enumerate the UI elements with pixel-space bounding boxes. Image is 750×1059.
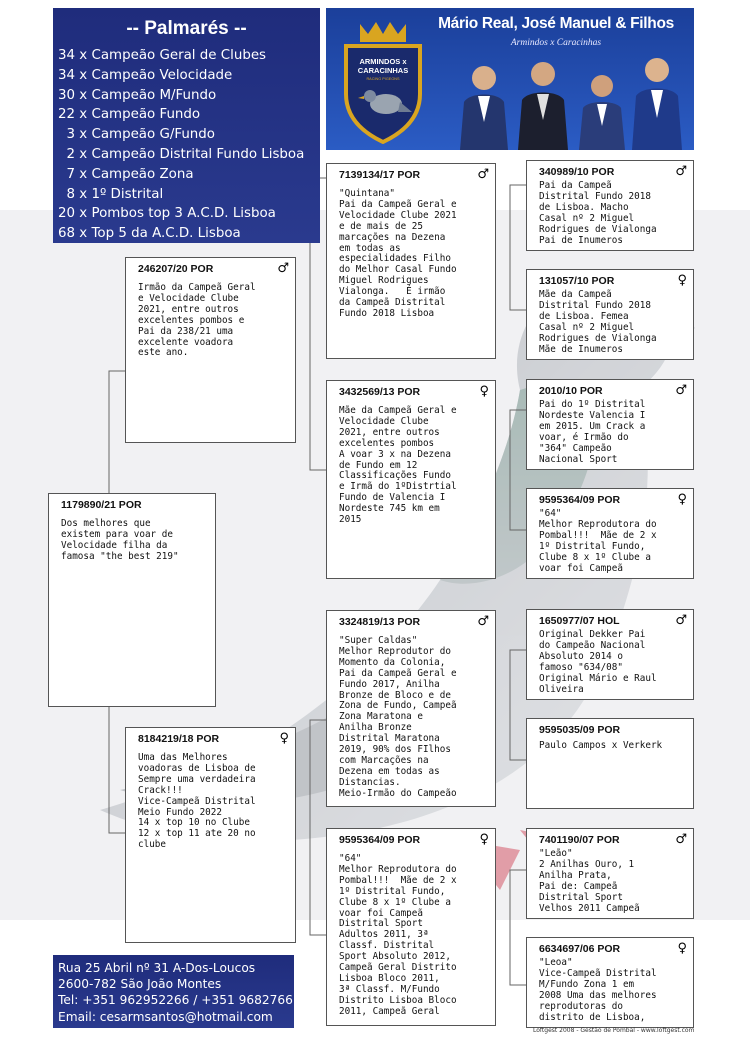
male-symbol-icon: ♂ [675, 164, 687, 179]
phone-numbers: Tel: +351 962952266 / +351 968276613 [58, 993, 309, 1008]
card-description: "Leoa" Vice-Campeã Distrital M/Fundo Zona 1 em 2008 Uma das melhores reprodutoras do distrito de Lisboa, [539, 957, 657, 1023]
ring-number: 3432569/13 POR [339, 386, 421, 398]
female-symbol-icon: ♀ [677, 273, 687, 288]
female-symbol-icon: ♀ [677, 492, 687, 507]
card-description: Dos melhores que existem para voar de Velocidade filha da famosa "the best 219" [61, 518, 179, 562]
ring-number: 3324819/13 POR [339, 616, 421, 628]
palmares-item: 7 x Campeão Zona [58, 166, 194, 182]
pedigree-card-dam [125, 727, 296, 943]
palmares-panel [53, 8, 320, 243]
palmares-item: 2 x Campeão Distrital Fundo Lisboa [58, 146, 305, 162]
address-line2: 2600-782 São João Montes [58, 977, 222, 992]
pedigree-card-ggp-6 [526, 718, 694, 809]
pedigree-card-ggp-1 [526, 160, 694, 251]
person-photo [456, 62, 512, 150]
contact-panel [53, 955, 309, 1028]
ring-number: 9595364/09 POR [539, 494, 621, 506]
pedigree-card-ggp-5 [526, 609, 694, 700]
ring-number: 1179890/21 POR [61, 499, 142, 511]
person-photo [576, 72, 628, 150]
ring-number: 9595035/09 POR [539, 724, 621, 736]
person-photo [628, 54, 686, 150]
card-description: Mãe da Campeã Distrital Fundo 2018 de Lisboa. Femea Casal nº 2 Miguel Rodrigues de Vialonga Mãe de Inumeros [539, 289, 657, 355]
male-symbol-icon: ♂ [675, 832, 687, 847]
shield-logo-icon [340, 16, 426, 144]
card-description: "64" Melhor Reprodutora do Pombal!!! Mãe de 2 x 1º Distrital Fundo, Clube 8 x 1º Clube a voar foi Campeã [539, 508, 657, 574]
female-symbol-icon: ♀ [479, 384, 489, 399]
pedigree-card-ggp-7 [526, 828, 694, 919]
card-description: "Leão" 2 Anilhas Ouro, 1 Anilha Prata, Pai de: Campeã Distrital Sport Velhos 2011 Campeã [539, 848, 640, 914]
email-address[interactable]: Email: cesarmsantos@hotmail.com [58, 1009, 273, 1024]
male-symbol-icon: ♂ [675, 383, 687, 398]
card-description: Irmão da Campeã Geral e Velocidade Clube 2021, entre outros excelentes pombos e Pai da 238/21 uma excelente voadora este ano. [138, 282, 256, 359]
breeder-names: Mário Real, José Manuel & Filhos [438, 15, 674, 32]
person-photo [514, 58, 572, 150]
logo-line3: RACING PIGEONS [366, 77, 400, 81]
palmares-item: 22 x Campeão Fundo [58, 107, 201, 123]
card-description: "Super Caldas" Melhor Reprodutor do Momento da Colonia, Pai da Campeã Geral e Fundo 2017, Anilha Bronze de Bloco e de Zona de Fundo, Campeã Zona Maratona e Anilha Bronze Distrital Maratona 2019, 90% dos FIlhos com Marcações na Dezena em todas as Distancias. Meio-Irmão do Campeão [339, 635, 457, 799]
card-description: "64" Melhor Reprodutora do Pombal!!! Mãe de 2 x 1º Distrital Fundo, Clube 8 x 1º Clube a voar foi Campeã Distrital Sport Adultos 2011, 3ª Classf. Distrital Sport Absoluto 2012, Campeã Geral Distrito Lisboa Bloco 2011, 3ª Classf. M/Fundo Distrito Lisboa Bloco 2011, Campeã Geral [339, 853, 457, 1017]
female-symbol-icon: ♀ [677, 941, 687, 956]
female-symbol-icon: ♀ [479, 832, 489, 847]
ring-number: 7139134/17 POR [339, 169, 421, 181]
ring-number: 246207/20 POR [138, 263, 214, 275]
pedigree-card-granddam-maternal [326, 828, 496, 1026]
logo-line1: ARMINDOS x [359, 57, 407, 66]
ring-number: 131057/10 POR [539, 275, 615, 287]
palmares-item: 34 x Campeão Velocidade [58, 67, 233, 83]
card-description: Paulo Campos x Verkerk [539, 740, 663, 751]
male-symbol-icon: ♂ [477, 614, 489, 629]
female-symbol-icon: ♀ [279, 731, 289, 746]
logo-line2: CARACINHAS [357, 66, 409, 75]
palmares-item: 20 x Pombos top 3 A.C.D. Lisboa [58, 206, 276, 222]
ring-number: 7401190/07 POR [539, 834, 620, 846]
software-footer: Loftgest 2008 - Gestão de Pombal - www.loftgest.com [533, 1027, 695, 1034]
ring-number: 2010/10 POR [539, 385, 603, 397]
pedigree-card-subject [48, 493, 216, 707]
card-description: Mãe da Campeã Geral e Velocidade Clube 2021, entre outros excelentes pombos A voar 3 x na Dezena de Fundo em 12 Classificações Fundo e Irmã do 1ºDistrtial Fundo de Valencia I Nordeste 745 km em 2015 [339, 405, 457, 526]
palmares-item: 3 x Campeão G/Fundo [58, 127, 215, 143]
pedigree-card-ggp-8 [526, 937, 694, 1028]
header-banner [326, 8, 694, 150]
address-line1: Rua 25 Abril nº 31 A-Dos-Loucos [58, 961, 256, 975]
card-description: "Quintana" Pai da Campeã Geral e Velocidade Clube 2021 e de mais de 25 marcações na Dezena em todas as especialidades Filho do Melhor Casal Fundo Miguel Rodrigues Vialonga. É irmão da Campeã Distrital Fundo 2018 Lisboa [339, 188, 457, 319]
palmares-item: 30 x Campeão M/Fundo [58, 87, 217, 103]
palmares-item: 34 x Campeão Geral de Clubes [58, 48, 267, 63]
ring-number: 8184219/18 POR [138, 733, 220, 745]
palmares-item: 8 x 1º Distrital [58, 186, 164, 202]
card-description: Pai da Campeã Distrital Fundo 2018 de Lisboa. Macho Casal nº 2 Miguel Rodrigues de Vialonga Pai de Inumeros [539, 180, 657, 246]
pedigree-card-granddam-paternal [326, 380, 496, 579]
male-symbol-icon: ♂ [477, 167, 489, 182]
pedigree-card-grandsire-paternal [326, 163, 496, 359]
pedigree-card-ggp-3 [526, 379, 694, 470]
palmares-title: -- Palmarés -- [126, 18, 247, 39]
pedigree-card-ggp-4 [526, 488, 694, 579]
palmares-list [53, 46, 320, 244]
ring-number: 340989/10 POR [539, 166, 615, 178]
palmares-item: 68 x Top 5 da A.C.D. Lisboa [58, 226, 241, 242]
breeder-subtitle: Armindos x Caracinhas [510, 38, 602, 48]
male-symbol-icon: ♂ [675, 613, 687, 628]
card-description: Pai do 1º Distrital Nordeste Valencia I em 2015. Um Crack a voar, é Irmão do "364" Campeão Nacional Sport [539, 399, 646, 465]
ring-number: 1650977/07 HOL [539, 615, 620, 627]
male-symbol-icon: ♂ [277, 261, 289, 276]
pedigree-card-grandsire-maternal [326, 610, 496, 807]
card-description: Original Dekker Pai do Campeão Nacional Absoluto 2014 o famoso "634/08" Original Mário e Raul Oliveira [539, 629, 657, 695]
pedigree-card-ggp-2 [526, 269, 694, 360]
ring-number: 6634697/06 POR [539, 943, 621, 955]
pedigree-card-sire [125, 257, 296, 443]
ring-number: 9595364/09 POR [339, 834, 421, 846]
card-description: Uma das Melhores voadoras de Lisboa de Sempre uma verdadeira Crack!!! Vice-Campeã Distrital Meio Fundo 2022 14 x top 10 no Clube 12 x top 11 ate 20 no clube [138, 752, 256, 851]
